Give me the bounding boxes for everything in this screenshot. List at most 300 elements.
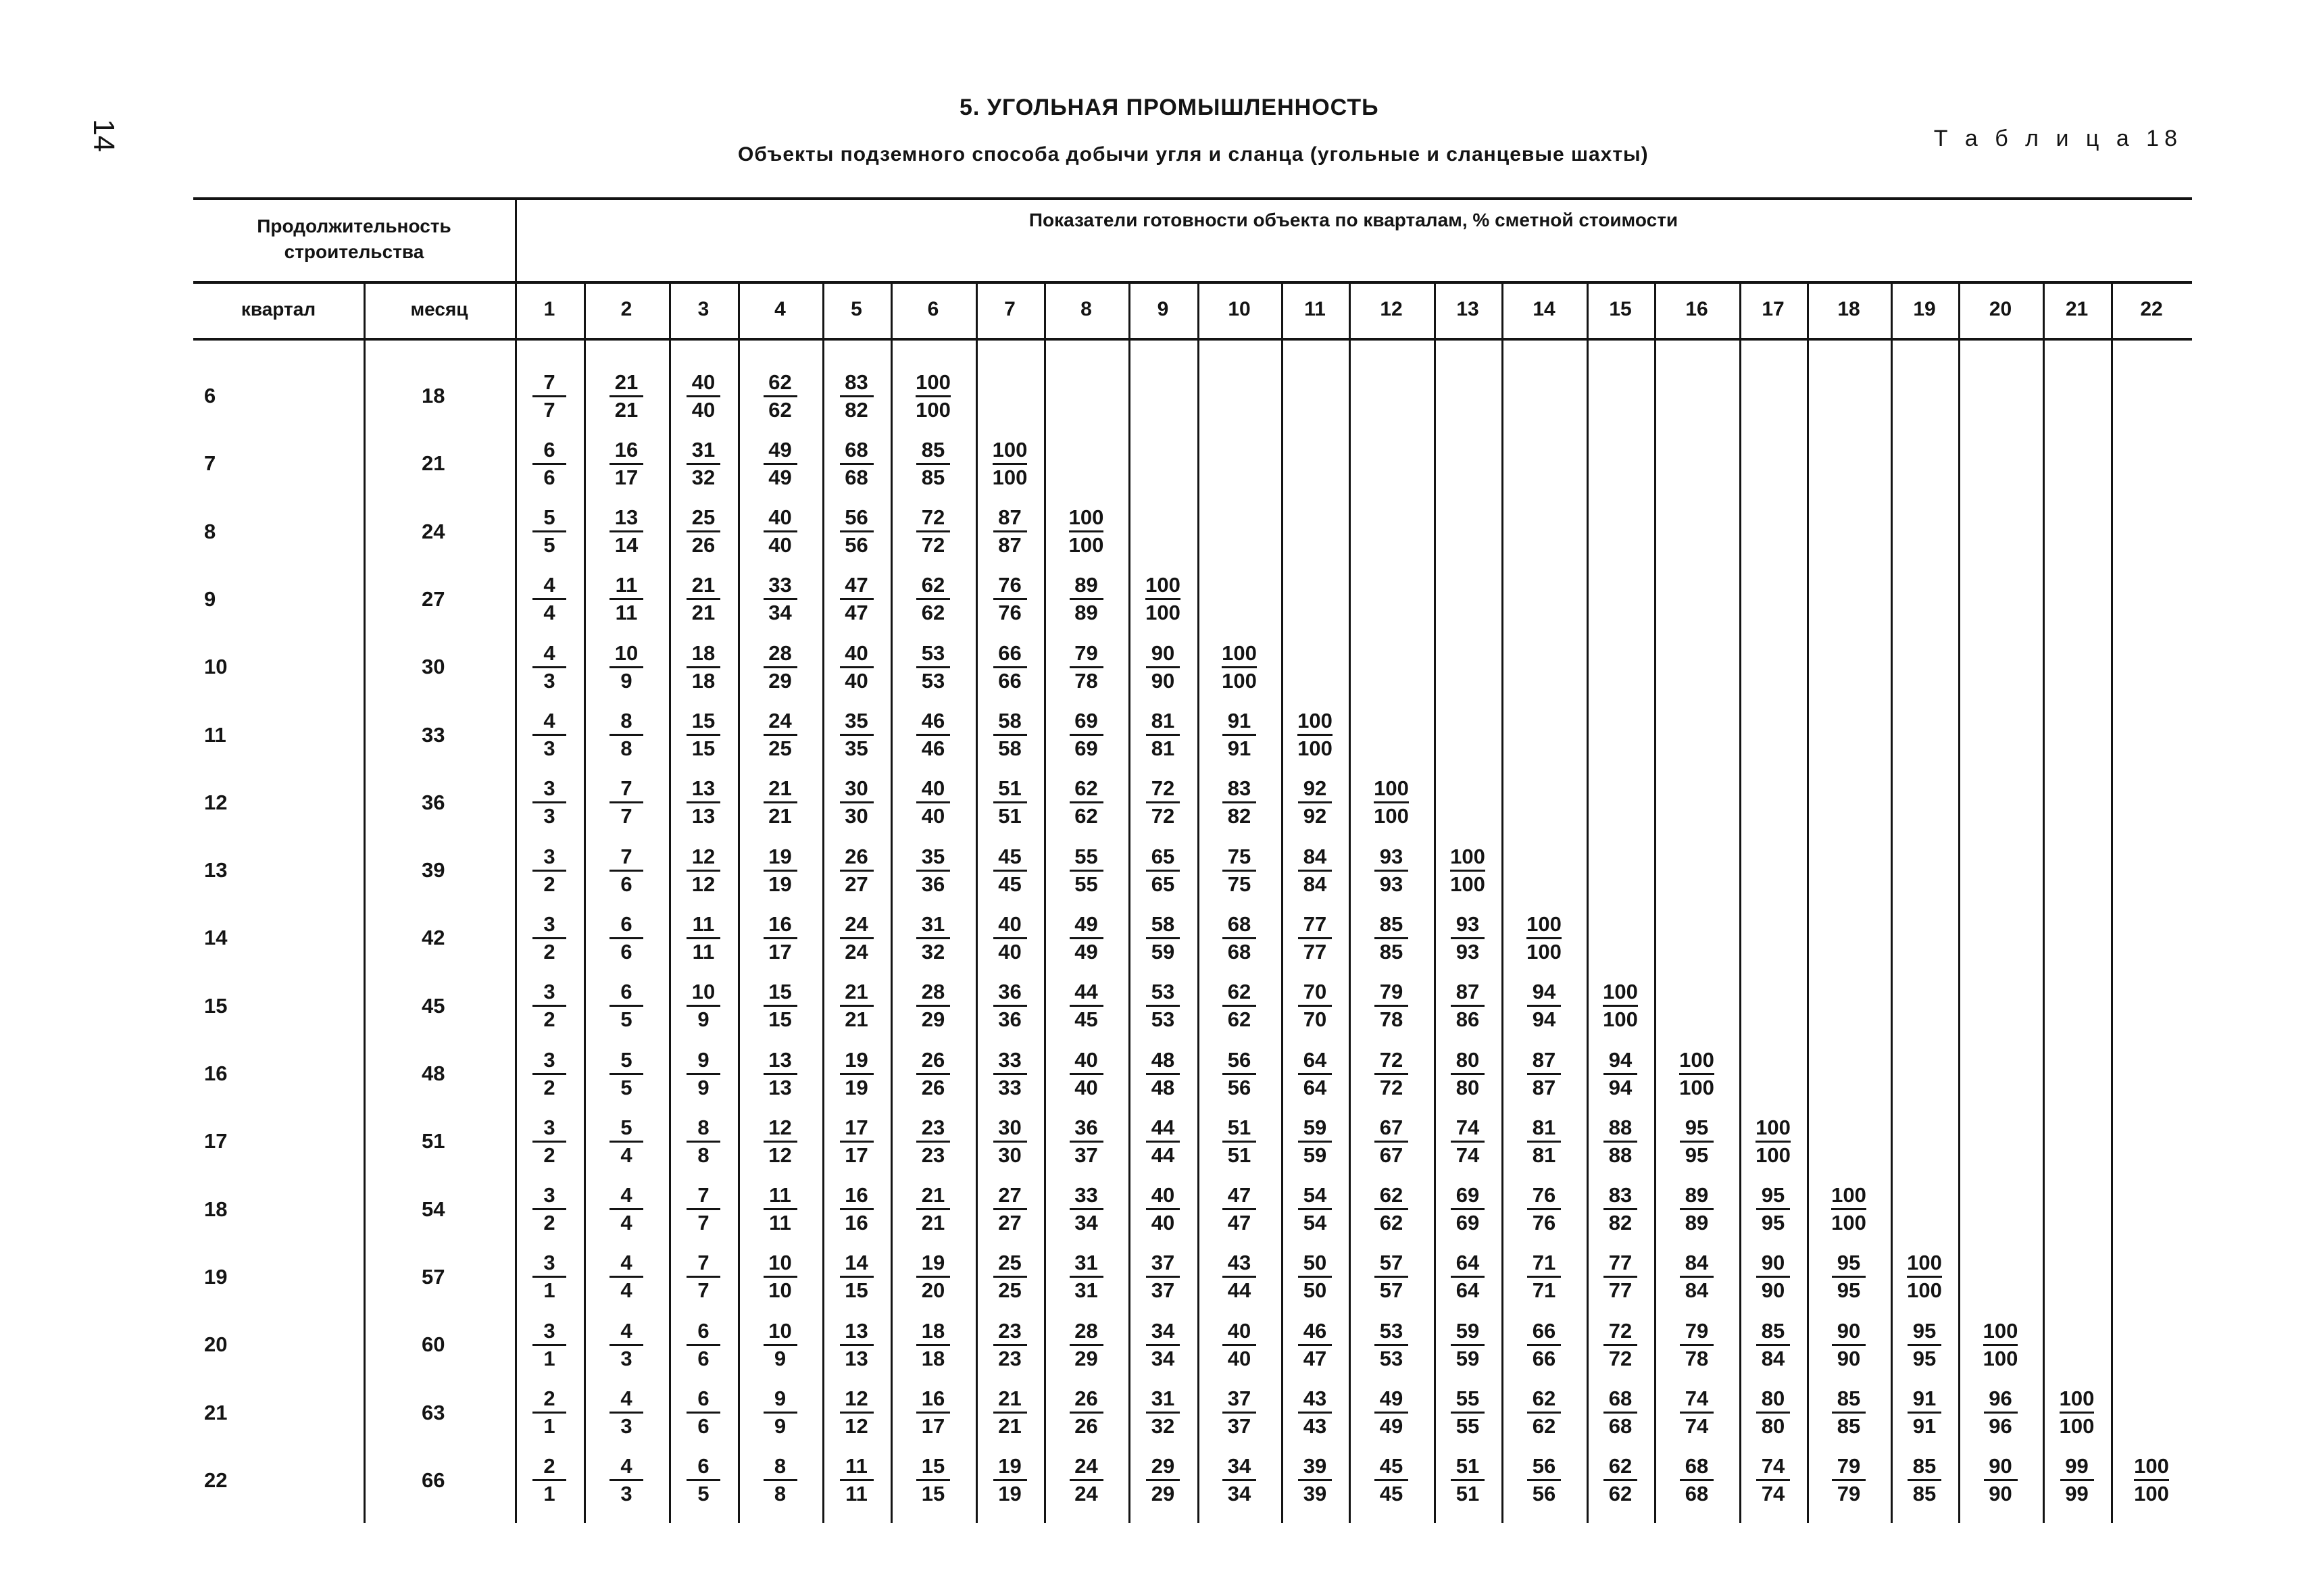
fraction-denominator: 10 (768, 1278, 792, 1303)
row-quarter: 16 (204, 1062, 228, 1085)
fraction-denominator: 100 (1374, 804, 1409, 828)
fraction-denominator: 9 (697, 1075, 710, 1099)
readiness-fraction (750, 707, 811, 764)
fraction-numerator: 5 (609, 1049, 643, 1075)
readiness-fraction (750, 1249, 811, 1305)
fraction-numerator: 24 (840, 913, 874, 939)
fraction-numerator: 4 (609, 1455, 643, 1481)
row-month: 48 (422, 1062, 445, 1085)
fraction-numerator: 13 (764, 1049, 797, 1075)
fraction-denominator: 35 (845, 737, 868, 760)
fraction-denominator: 27 (845, 872, 868, 896)
fraction-denominator: 11 (769, 1211, 791, 1235)
readiness-fraction (1361, 1452, 1422, 1509)
readiness-fraction (596, 909, 657, 966)
fraction-denominator: 18 (691, 668, 716, 693)
fraction-numerator: 28 (916, 980, 950, 1007)
row-month: 66 (422, 1468, 445, 1492)
readiness-fraction (826, 774, 887, 831)
fraction-denominator: 85 (1837, 1414, 1861, 1438)
fraction-numerator: 10 (764, 1320, 797, 1346)
fraction-numerator: 70 (1298, 980, 1332, 1007)
fraction-numerator: 39 (1298, 1455, 1332, 1481)
fraction-numerator: 84 (1298, 845, 1332, 872)
fraction-denominator: 43 (1303, 1414, 1327, 1438)
readiness-fraction (1132, 1181, 1193, 1238)
fraction-numerator: 3 (532, 1251, 566, 1278)
fraction-denominator: 62 (1608, 1482, 1633, 1506)
readiness-fraction (826, 909, 887, 966)
column-number: 22 (2140, 298, 2163, 320)
fraction-numerator: 19 (840, 1049, 874, 1075)
fraction-denominator: 74 (1685, 1414, 1709, 1438)
header-readiness: Показатели готовности объекта по кварталам, % сметной стоимости (1028, 209, 1678, 230)
fraction-numerator: 40 (1070, 1049, 1103, 1075)
fraction-numerator: 90 (1984, 1455, 2018, 1481)
page-number: 14 (87, 119, 120, 152)
fraction-denominator: 51 (1455, 1482, 1480, 1506)
fraction-numerator: 72 (1374, 1049, 1408, 1075)
readiness-fraction (673, 1385, 734, 1441)
fraction-denominator: 40 (845, 668, 868, 693)
fraction-numerator: 49 (1070, 913, 1103, 939)
fraction-denominator: 53 (1379, 1346, 1403, 1370)
readiness-fraction (903, 639, 964, 695)
fraction-denominator: 3 (620, 1482, 632, 1506)
fraction-numerator: 31 (687, 439, 720, 465)
fraction-numerator: 62 (1374, 1184, 1408, 1210)
fraction-numerator: 47 (1222, 1184, 1256, 1210)
readiness-fraction (1514, 1316, 1574, 1373)
fraction-denominator: 95 (1761, 1211, 1785, 1235)
fraction-numerator: 74 (1680, 1387, 1714, 1414)
fraction-numerator: 12 (687, 845, 720, 872)
fraction-numerator: 40 (1146, 1184, 1180, 1210)
readiness-fraction (1743, 1385, 1803, 1441)
fraction-denominator: 17 (614, 465, 639, 489)
readiness-fraction (1514, 978, 1574, 1034)
fraction-denominator: 76 (998, 601, 1022, 625)
fraction-denominator: 82 (1608, 1211, 1633, 1235)
fraction-denominator: 34 (1227, 1482, 1251, 1506)
fraction-numerator: 5 (609, 1116, 643, 1143)
readiness-fraction (1132, 1249, 1193, 1305)
column-divider (1807, 281, 1809, 1523)
readiness-fraction (519, 639, 580, 695)
fraction-denominator: 62 (1379, 1211, 1403, 1235)
fraction-numerator: 80 (1756, 1387, 1790, 1414)
fraction-denominator: 100 (1756, 1143, 1791, 1167)
fraction-denominator: 37 (1227, 1414, 1251, 1438)
fraction-numerator: 44 (1146, 1116, 1180, 1143)
fraction-numerator: 53 (1374, 1320, 1408, 1346)
fraction-denominator: 4 (620, 1143, 632, 1167)
row-quarter: 11 (204, 722, 226, 747)
fraction-numerator: 85 (1374, 913, 1408, 939)
column-divider (1739, 281, 1741, 1523)
fraction-numerator: 30 (993, 1116, 1027, 1143)
row-quarter: 17 (204, 1129, 228, 1153)
fraction-numerator: 4 (532, 709, 566, 736)
fraction-numerator: 40 (993, 913, 1027, 939)
fraction-numerator: 28 (1070, 1320, 1103, 1346)
readiness-fraction (826, 1385, 887, 1441)
fraction-numerator: 46 (916, 709, 950, 736)
fraction-numerator: 85 (1908, 1455, 1941, 1481)
fraction-numerator: 93 (1451, 913, 1485, 939)
readiness-fraction (980, 639, 1041, 695)
divider-quarter-month (364, 281, 366, 1523)
fraction-numerator: 100 (1069, 506, 1104, 532)
readiness-fraction (826, 707, 887, 764)
section-title: 5. УГОЛЬНАЯ ПРОМЫШЛЕННОСТЬ (960, 95, 1379, 120)
fraction-numerator: 6 (609, 980, 643, 1007)
column-divider (822, 281, 824, 1523)
fraction-numerator: 37 (1146, 1251, 1180, 1278)
fraction-denominator: 40 (1151, 1211, 1175, 1235)
readiness-fraction (1209, 909, 1270, 966)
fraction-denominator: 44 (1151, 1143, 1175, 1167)
fraction-denominator: 100 (1526, 939, 1562, 964)
readiness-fraction (1056, 909, 1117, 966)
fraction-numerator: 26 (1070, 1387, 1103, 1414)
fraction-numerator: 68 (1222, 913, 1256, 939)
fraction-numerator: 15 (916, 1455, 950, 1481)
fraction-denominator: 95 (1912, 1346, 1937, 1370)
fraction-denominator: 18 (921, 1346, 945, 1370)
fraction-denominator: 100 (1907, 1278, 1942, 1303)
fraction-numerator: 95 (1832, 1251, 1866, 1278)
fraction-numerator: 91 (1908, 1387, 1941, 1414)
fraction-denominator: 24 (1074, 1482, 1098, 1506)
fraction-numerator: 19 (764, 845, 797, 872)
column-number: 21 (2065, 298, 2089, 320)
fraction-denominator: 67 (1379, 1143, 1403, 1167)
fraction-denominator: 78 (1379, 1007, 1403, 1032)
readiness-fraction (1514, 1181, 1574, 1238)
fraction-numerator: 89 (1680, 1184, 1714, 1210)
fraction-numerator: 35 (840, 709, 874, 736)
fraction-numerator: 16 (916, 1387, 950, 1414)
fraction-numerator: 7 (532, 371, 566, 397)
fraction-denominator: 17 (845, 1143, 868, 1167)
fraction-numerator: 56 (1222, 1049, 1256, 1075)
fraction-numerator: 100 (1145, 574, 1180, 600)
readiness-fraction (1209, 1316, 1270, 1373)
fraction-denominator: 32 (1151, 1414, 1175, 1438)
fraction-denominator: 70 (1303, 1007, 1327, 1032)
fraction-denominator: 53 (1151, 1007, 1175, 1032)
readiness-fraction (596, 1385, 657, 1441)
readiness-fraction (1132, 1385, 1193, 1441)
fraction-numerator: 16 (609, 439, 643, 465)
fraction-numerator: 83 (1222, 777, 1256, 803)
readiness-fraction (1132, 842, 1193, 899)
fraction-denominator: 99 (2065, 1482, 2089, 1506)
fraction-numerator: 26 (840, 845, 874, 872)
column-divider (1587, 281, 1589, 1523)
column-number: 8 (1080, 298, 1092, 320)
readiness-fraction (1894, 1249, 1955, 1305)
readiness-fraction (903, 1452, 964, 1509)
fraction-denominator: 49 (1074, 939, 1098, 964)
fraction-denominator: 40 (998, 939, 1022, 964)
fraction-denominator: 21 (691, 601, 716, 625)
readiness-fraction (1285, 1249, 1345, 1305)
fraction-numerator: 69 (1070, 709, 1103, 736)
fraction-denominator: 20 (921, 1278, 945, 1303)
fraction-numerator: 95 (1908, 1320, 1941, 1346)
readiness-fraction (903, 503, 964, 560)
fraction-denominator: 5 (620, 1075, 632, 1099)
readiness-fraction (1361, 978, 1422, 1034)
fraction-denominator: 89 (1074, 601, 1098, 625)
fraction-numerator: 49 (1374, 1387, 1408, 1414)
fraction-denominator: 100 (1831, 1211, 1866, 1235)
readiness-fraction (596, 978, 657, 1034)
fraction-numerator: 7 (609, 845, 643, 872)
fraction-numerator: 40 (840, 642, 874, 668)
header-quarter: квартал (241, 299, 316, 320)
fraction-denominator: 4 (620, 1278, 632, 1303)
fraction-numerator: 95 (1680, 1116, 1714, 1143)
readiness-fraction (673, 978, 734, 1034)
readiness-fraction (1361, 842, 1422, 899)
fraction-denominator: 23 (921, 1143, 945, 1167)
fraction-denominator: 80 (1455, 1075, 1480, 1099)
readiness-fraction (673, 1452, 734, 1509)
readiness-fraction (750, 909, 811, 966)
fraction-numerator: 72 (916, 506, 950, 532)
fraction-denominator: 46 (921, 737, 945, 760)
readiness-fraction (596, 571, 657, 628)
fraction-numerator: 35 (916, 845, 950, 872)
readiness-fraction (1361, 1113, 1422, 1170)
readiness-fraction (1666, 1385, 1727, 1441)
fraction-numerator: 62 (1603, 1455, 1637, 1481)
readiness-fraction (750, 842, 811, 899)
readiness-fraction (1743, 1181, 1803, 1238)
fraction-denominator: 2 (543, 872, 555, 896)
fraction-denominator: 90 (1151, 668, 1175, 693)
fraction-denominator: 40 (1074, 1075, 1098, 1099)
row-quarter: 13 (204, 858, 228, 882)
readiness-fraction (673, 435, 734, 492)
fraction-numerator: 43 (1222, 1251, 1256, 1278)
fraction-numerator: 100 (916, 371, 951, 397)
fraction-numerator: 100 (1526, 913, 1562, 939)
fraction-numerator: 91 (1222, 709, 1256, 736)
readiness-fraction (673, 1045, 734, 1102)
fraction-numerator: 21 (609, 371, 643, 397)
fraction-denominator: 44 (1227, 1278, 1251, 1303)
fraction-denominator: 92 (1303, 804, 1327, 828)
fraction-denominator: 11 (692, 939, 715, 964)
fraction-numerator: 65 (1146, 845, 1180, 872)
row-quarter: 15 (204, 993, 228, 1018)
fraction-numerator: 25 (993, 1251, 1027, 1278)
fraction-numerator: 40 (764, 506, 797, 532)
readiness-fraction (2047, 1385, 2108, 1441)
fraction-numerator: 79 (1070, 642, 1103, 668)
fraction-numerator: 7 (687, 1184, 720, 1210)
readiness-fraction (1590, 1113, 1651, 1170)
fraction-denominator: 53 (921, 668, 945, 693)
fraction-denominator: 62 (1532, 1414, 1556, 1438)
fraction-numerator: 6 (687, 1387, 720, 1414)
readiness-fraction (750, 978, 811, 1034)
fraction-denominator: 33 (998, 1075, 1022, 1099)
readiness-fraction (1361, 1249, 1422, 1305)
readiness-fraction (980, 978, 1041, 1034)
readiness-fraction (1056, 639, 1117, 695)
fraction-numerator: 19 (993, 1455, 1027, 1481)
readiness-fraction (1970, 1452, 2031, 1509)
readiness-fraction (673, 639, 734, 695)
readiness-fraction (750, 774, 811, 831)
fraction-denominator: 27 (998, 1211, 1022, 1235)
fraction-numerator: 21 (840, 980, 874, 1007)
fraction-denominator: 2 (543, 939, 555, 964)
readiness-fraction (519, 503, 580, 560)
fraction-denominator: 78 (1074, 668, 1098, 693)
readiness-fraction (1209, 1249, 1270, 1305)
row-quarter: 19 (204, 1264, 228, 1289)
readiness-fraction (980, 1452, 1041, 1509)
fraction-denominator: 91 (1227, 737, 1251, 760)
readiness-fraction (750, 571, 811, 628)
row-quarter: 9 (204, 587, 216, 611)
fraction-numerator: 37 (1222, 1387, 1256, 1414)
fraction-numerator: 18 (916, 1320, 950, 1346)
fraction-numerator: 36 (1070, 1116, 1103, 1143)
fraction-numerator: 49 (764, 439, 797, 465)
readiness-fraction (1590, 1385, 1651, 1441)
readiness-fraction (1209, 1045, 1270, 1102)
readiness-fraction (1894, 1316, 1955, 1373)
fraction-denominator: 6 (620, 939, 632, 964)
readiness-fraction (750, 435, 811, 492)
fraction-numerator: 13 (840, 1320, 874, 1346)
table-top-rule (193, 197, 2192, 200)
readiness-fraction (1818, 1249, 1879, 1305)
column-number: 18 (1837, 298, 1860, 320)
readiness-fraction (903, 774, 964, 831)
fraction-numerator: 55 (1451, 1387, 1485, 1414)
readiness-fraction (826, 1249, 887, 1305)
fraction-denominator: 17 (768, 939, 792, 964)
readiness-fraction (519, 368, 580, 424)
fraction-numerator: 90 (1146, 642, 1180, 668)
row-month: 18 (422, 384, 445, 407)
row-quarter: 10 (204, 655, 228, 679)
readiness-fraction (903, 1181, 964, 1238)
fraction-numerator: 21 (993, 1387, 1027, 1414)
readiness-fraction (1514, 1249, 1574, 1305)
column-number: 7 (1004, 298, 1016, 320)
fraction-numerator: 87 (1451, 980, 1485, 1007)
readiness-fraction (1590, 1181, 1651, 1238)
readiness-fraction (519, 1452, 580, 1509)
readiness-fraction (596, 503, 657, 560)
fraction-numerator: 28 (764, 642, 797, 668)
fraction-numerator: 88 (1603, 1116, 1637, 1143)
readiness-fraction (1056, 707, 1117, 764)
readiness-fraction (673, 368, 734, 424)
readiness-fraction (596, 842, 657, 899)
fraction-numerator: 79 (1680, 1320, 1714, 1346)
fraction-numerator: 40 (687, 371, 720, 397)
fraction-denominator: 81 (1151, 737, 1175, 760)
column-number: 1 (543, 298, 555, 320)
fraction-numerator: 12 (764, 1116, 797, 1143)
fraction-denominator: 19 (845, 1075, 868, 1099)
readiness-fraction (1132, 1452, 1193, 1509)
column-divider (738, 281, 740, 1523)
fraction-numerator: 77 (1603, 1251, 1637, 1278)
readiness-fraction (1056, 1181, 1117, 1238)
fraction-denominator: 2 (543, 1075, 555, 1099)
fraction-numerator: 95 (1756, 1184, 1790, 1210)
fraction-numerator: 90 (1756, 1251, 1790, 1278)
readiness-fraction (1818, 1316, 1879, 1373)
divider-labels-values (515, 197, 517, 1523)
fraction-numerator: 11 (687, 913, 720, 939)
readiness-fraction (596, 1181, 657, 1238)
fraction-denominator: 62 (921, 601, 945, 625)
fraction-numerator: 68 (1603, 1387, 1637, 1414)
column-number: 12 (1380, 298, 1403, 320)
fraction-denominator: 30 (845, 804, 868, 828)
fraction-numerator: 71 (1527, 1251, 1561, 1278)
fraction-numerator: 79 (1832, 1455, 1866, 1481)
readiness-fraction (1056, 1249, 1117, 1305)
readiness-fraction (903, 1045, 964, 1102)
readiness-fraction (1285, 707, 1345, 764)
fraction-denominator: 9 (697, 1007, 710, 1032)
fraction-numerator: 51 (1451, 1455, 1485, 1481)
readiness-fraction (1285, 842, 1345, 899)
fraction-numerator: 100 (1222, 642, 1257, 668)
fraction-numerator: 58 (1146, 913, 1180, 939)
fraction-numerator: 4 (609, 1387, 643, 1414)
readiness-fraction (1056, 1316, 1117, 1373)
fraction-denominator: 84 (1685, 1278, 1709, 1303)
fraction-denominator: 47 (1227, 1211, 1251, 1235)
readiness-fraction (980, 1045, 1041, 1102)
fraction-denominator: 66 (998, 668, 1022, 693)
fraction-numerator: 47 (840, 574, 874, 600)
readiness-fraction (980, 842, 1041, 899)
fraction-denominator: 9 (774, 1346, 787, 1370)
fraction-numerator: 46 (1298, 1320, 1332, 1346)
fraction-denominator: 100 (2134, 1482, 2169, 1506)
fraction-denominator: 59 (1151, 939, 1175, 964)
readiness-fraction (826, 842, 887, 899)
readiness-fraction (1132, 1316, 1193, 1373)
readiness-fraction (519, 1316, 580, 1373)
fraction-denominator: 5 (697, 1482, 710, 1506)
fraction-numerator: 45 (993, 845, 1027, 872)
row-month: 54 (422, 1197, 445, 1221)
readiness-fraction (1666, 1045, 1727, 1102)
fraction-numerator: 2 (532, 1455, 566, 1481)
fraction-denominator: 37 (1074, 1143, 1098, 1167)
row-month: 51 (422, 1129, 445, 1153)
fraction-numerator: 59 (1451, 1320, 1485, 1346)
fraction-numerator: 11 (840, 1455, 874, 1481)
fraction-denominator: 85 (921, 465, 945, 489)
